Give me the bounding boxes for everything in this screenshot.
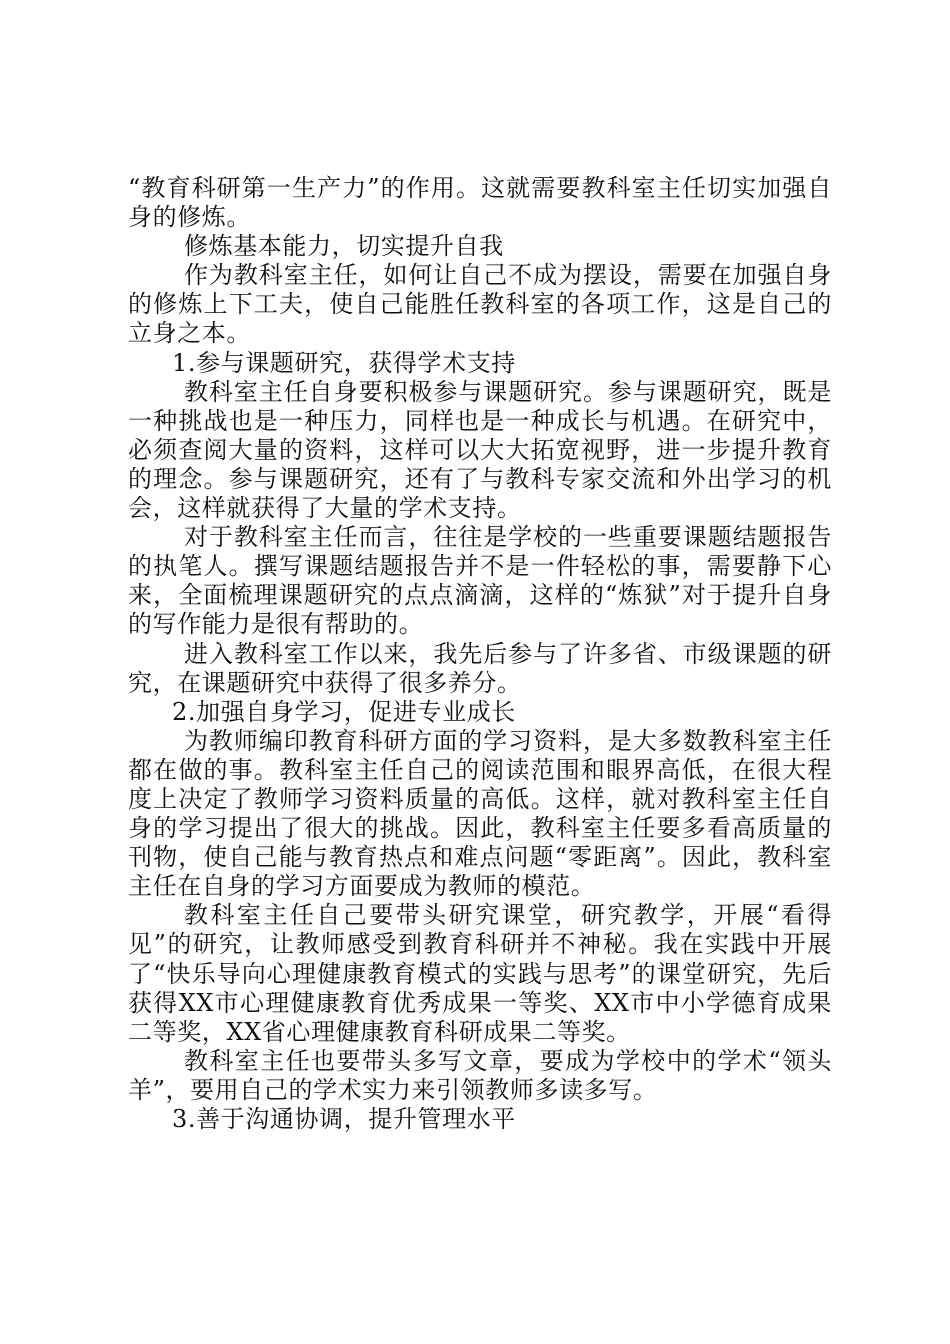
body-paragraph: 作为教科室主任，如何让自己不成为摆设，需要在加强自身的修炼上下工夫，使自己能胜任教科室的各项工作，这是自己的立身之本。 [128,261,832,348]
subsection-heading-1: 1.参与课题研究，获得学术支持 [172,348,516,377]
document-body [128,174,832,1134]
body-paragraph: 教科室主任也要带头多写文章，要成为学校中的学术“领头羊”，要用自己的学术实力来引领教师多读多写。 [128,1046,832,1104]
body-paragraph: 为教师编印教育科研方面的学习资料，是大多数教科室主任都在做的事。教科室主任自己的阅读范围和眼界高低，在很大程度上决定了教师学习资料质量的高低。这样，就对教科室主任自身的学习提出了很大的挑战。因此，教科室主任要多看高质量的刊物，使自己能与教育热点和难点问题“零距离”。因此，教科室主任在自身的学习方面要成为教师的模范。 [128,726,832,901]
body-paragraph: 对于教科室主任而言，往往是学校的一些重要课题结题报告的执笔人。撰写课题结题报告并不是一件轻松的事，需要静下心来，全面梳理课题研究的点点滴滴，这样的“炼狱”对于提升自身的写作能力是很有帮助的。 [128,523,832,639]
subsection-heading-3: 3.善于沟通协调，提升管理水平 [172,1105,516,1133]
paragraph-continuation: “教育科研第一生产力”的作用。这就需要教科室主任切实加强自身的修炼。 [128,174,832,232]
body-paragraph: 教科室主任自己要带头研究课堂，研究教学，开展“看得见”的研究，让教师感受到教育科研并不神秘。我在实践中开展了“快乐导向心理健康教育模式的实践与思考”的课堂研究，先后获得XX市心理健康教育优秀成果一等奖、XX市中小学德育成果二等奖，XX省心理健康教育科研成果二等奖。 [128,901,832,1046]
body-paragraph: 进入教科室工作以来，我先后参与了许多省、市级课题的研究，在课题研究中获得了很多养分。 [128,639,832,697]
body-paragraph: 教科室主任自身要积极参与课题研究。参与课题研究，既是一种挑战也是一种压力，同样也是一种成长与机遇。在研究中，必须查阅大量的资料，这样可以大大拓宽视野，进一步提升教育的理念。参与课题研究，还有了与教科专家交流和外出学习的机会，这样就获得了大量的学术支持。 [128,377,832,523]
section-heading: 修炼基本能力，切实提升自我 [184,232,504,261]
subsection-heading-2: 2.加强自身学习，促进专业成长 [172,697,516,726]
